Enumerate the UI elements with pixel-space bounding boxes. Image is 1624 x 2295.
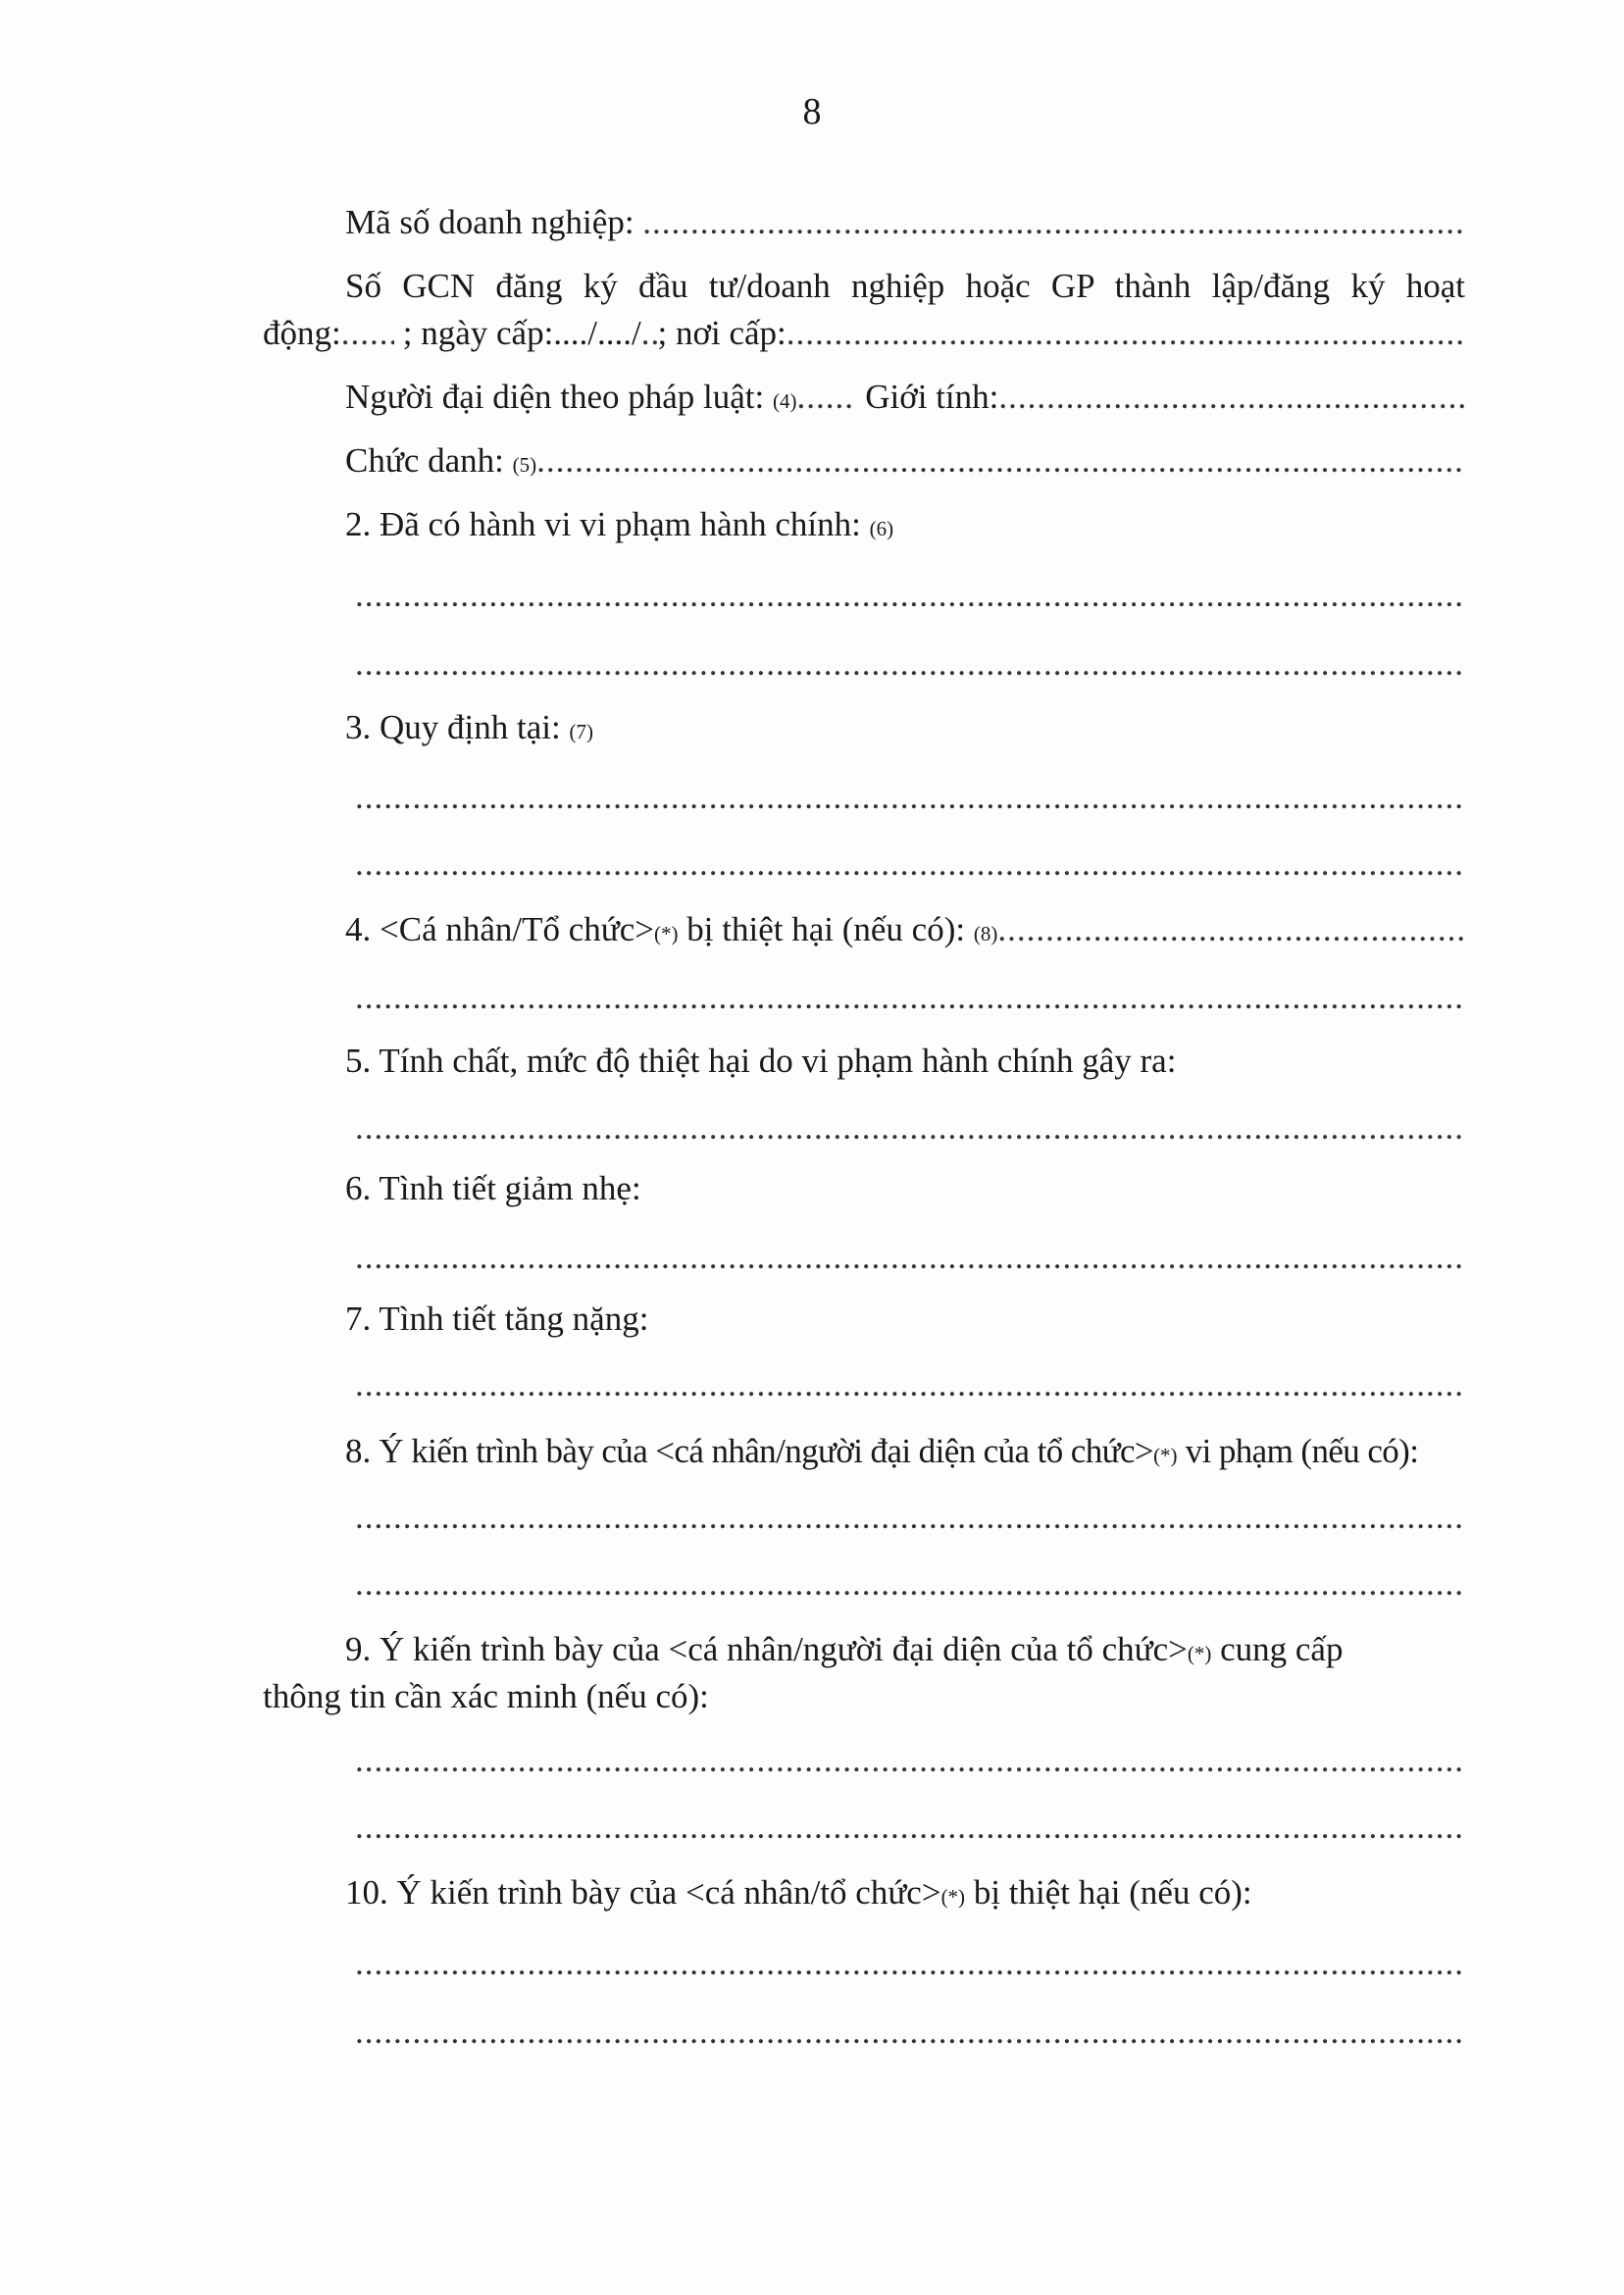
item-2-heading: 2. Đã có hành vi vi phạm hành chính: (6) — [345, 505, 894, 543]
item-8-heading: 8. Ý kiến trình bày của <cá nhân/người đại diện của tổ chức> (*) vi phạm (nếu có): — [345, 1432, 1419, 1470]
item-number: 2. — [345, 505, 372, 543]
item-3-answer-line-1[interactable] — [355, 781, 1461, 814]
item-label: Tính chất, mức độ thiệt hại do vi phạm hành chính gây ra: — [371, 1042, 1177, 1080]
item-5-answer-line-1[interactable] — [355, 1111, 1461, 1145]
item-label: Ý kiến trình bày của <cá nhân/tổ chức> — [387, 1873, 941, 1912]
certificate-place-field[interactable] — [787, 314, 1465, 353]
item-6-answer-line-1[interactable] — [355, 1241, 1461, 1274]
item-label: Tình tiết tăng nặng: — [371, 1300, 649, 1338]
gender-field[interactable] — [998, 378, 1465, 417]
item-9-heading: 9. Ý kiến trình bày của <cá nhân/người đại diện của tổ chức> (*) cung cấp — [345, 1630, 1344, 1668]
item-3-answer-line-2[interactable] — [355, 847, 1461, 881]
item-number: 3. — [345, 708, 372, 746]
item-9-heading-line-2 — [263, 1677, 1465, 1716]
position-label: Chức danh: — [345, 441, 513, 480]
item-number: 8. — [345, 1432, 372, 1470]
certificate-paragraph — [263, 263, 1465, 310]
item-4-heading: 4. <Cá nhân/Tổ chức> (*) bị thiệt hại (nếu có): (8) ..... — [345, 910, 1465, 949]
item-2-answer-line-1[interactable] — [355, 579, 1461, 612]
business-code-field[interactable] — [642, 203, 1465, 242]
item-label-2: bị thiệt hại (nếu có): — [678, 910, 974, 948]
certificate-line-2-prefix: động: — [263, 314, 341, 352]
certificate-line-1: Số GCN đăng ký đầu tư/doanh nghiệp hoặc GP thành lập/đăng ký hoạt — [345, 267, 1465, 305]
item-7-answer-line-1[interactable] — [355, 1368, 1461, 1402]
item-number: 9. — [345, 1630, 372, 1668]
legal-rep-label: Người đại diện theo pháp luật: — [345, 378, 773, 416]
item-label: Tình tiết giảm nhẹ: — [371, 1169, 641, 1207]
certificate-line-2 — [263, 314, 1465, 353]
item-8-answer-line-2[interactable] — [355, 1567, 1461, 1601]
item-label: Ý kiến trình bày của <cá nhân/người đại diện của tổ chức> — [371, 1630, 1188, 1668]
item-number: 5. — [345, 1042, 372, 1080]
item-4-inline-field[interactable] — [997, 910, 1465, 949]
legal-rep-line: Người đại diện theo pháp luật: (4) ..... Giới tính: ..... — [345, 378, 1465, 417]
item-number: 10. — [345, 1873, 388, 1912]
item-7-heading — [345, 1300, 1465, 1339]
gender-label: Giới tính: — [856, 378, 999, 416]
item-2-answer-line-2[interactable] — [355, 647, 1461, 681]
item-label-2: bị thiệt hại (nếu có): — [965, 1873, 1252, 1912]
item-label: Quy định tại: — [371, 708, 570, 746]
certificate-place-label: ; nơi cấp: — [657, 314, 787, 352]
item-label: Ý kiến trình bày của <cá nhân/người đại diện của tổ chức> — [371, 1432, 1154, 1470]
item-10-answer-line-2[interactable] — [355, 2015, 1461, 2049]
business-code-line — [345, 203, 1465, 242]
certificate-date-year-field[interactable] — [641, 314, 658, 353]
certificate-number-field[interactable] — [341, 314, 394, 353]
position-field[interactable] — [536, 441, 1465, 481]
item-5-heading — [345, 1042, 1465, 1081]
item-number: 4. — [345, 910, 372, 948]
item-label: Đã có hành vi vi phạm hành chính: — [371, 505, 870, 543]
item-number: 7. — [345, 1300, 372, 1338]
item-4-answer-line-1[interactable] — [355, 981, 1461, 1014]
item-9-answer-line-2[interactable] — [355, 1810, 1461, 1844]
business-code-label: Mã số doanh nghiệp: — [345, 203, 643, 241]
item-label-line-2: thông tin cần xác minh (nếu có): — [263, 1677, 709, 1715]
item-10-answer-line-1[interactable] — [355, 1947, 1461, 1980]
item-10-heading: 10. Ý kiến trình bày của <cá nhân/tổ chức> (*) bị thiệt hại (nếu có): — [345, 1873, 1252, 1912]
item-label-2: cung cấp — [1211, 1630, 1344, 1668]
item-8-answer-line-1[interactable] — [355, 1501, 1461, 1534]
certificate-date-label: ; ngày cấp:..../..../ — [394, 314, 641, 352]
item-label: <Cá nhân/Tổ chức> — [371, 910, 655, 948]
item-6-heading — [345, 1169, 1465, 1208]
position-line: Chức danh: (5) ..... — [345, 441, 1465, 481]
page-number: 8 — [802, 91, 822, 132]
item-3-heading: 3. Quy định tại: (7) — [345, 708, 593, 746]
legal-rep-field[interactable] — [797, 378, 857, 417]
item-label-2: vi phạm (nếu có): — [1177, 1432, 1419, 1470]
item-9-answer-line-1[interactable] — [355, 1744, 1461, 1777]
item-number: 6. — [345, 1169, 372, 1207]
